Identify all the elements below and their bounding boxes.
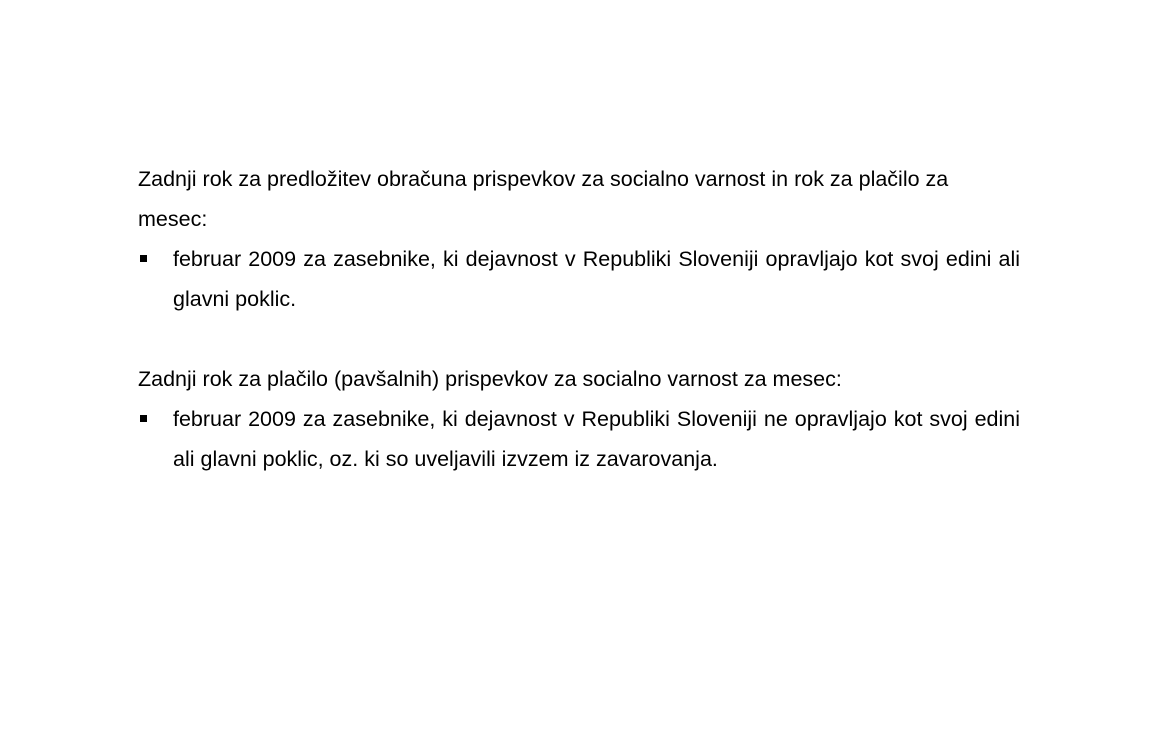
list-item-text: februar 2009 za zasebnike, ki dejavnost v Republiki Sloveniji opravljajo kot svoj edini ali glavni poklic. [173, 247, 1020, 311]
section-payment-deadline [138, 359, 1020, 479]
square-bullet-icon [140, 255, 147, 262]
square-bullet-icon [140, 415, 147, 422]
list-item [138, 399, 1020, 479]
list-item [138, 239, 1020, 319]
section-heading: Zadnji rok za predložitev obračuna prispevkov za socialno varnost in rok za plačilo za mesec: [138, 167, 949, 231]
document-body [138, 159, 1020, 479]
list-item-text: februar 2009 za zasebnike, ki dejavnost v Republiki Sloveniji ne opravljajo kot svoj edini ali glavni poklic, oz. ki so uveljavili izvzem iz zavarovanja. [173, 407, 1020, 471]
section-submission-deadline [138, 159, 1020, 319]
section-heading: Zadnji rok za plačilo (pavšalnih) prispevkov za socialno varnost za mesec: [138, 367, 842, 391]
section-spacer [138, 319, 1020, 359]
